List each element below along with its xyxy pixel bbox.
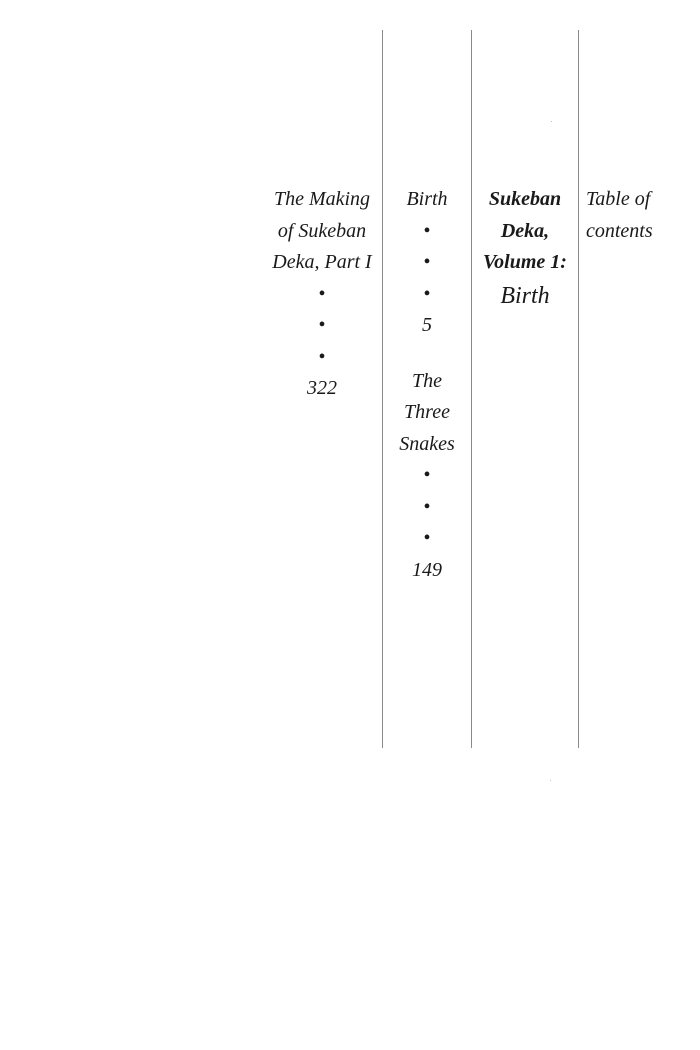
scan-speck [551,121,552,122]
chapter-1-leader-dot-1: • [423,219,431,242]
chapter-list [384,184,470,586]
book-title-line-1: Sukeban [488,188,562,210]
afterword-page-number: 322 [307,377,337,399]
chapter-2-page-number: 149 [412,558,442,581]
afterword-title-line-3: Deka, Part I [272,251,372,273]
column-rule-left [382,30,383,748]
chapter-1-leader-dot-3: • [423,282,431,305]
chapter-2-leader-dot-2: • [423,495,431,518]
chapter-2-title-line-2: Three [404,401,450,423]
chapter-1-title: Birth [406,188,448,210]
toc-heading [580,184,676,247]
chapter-1-leader-dot-2: • [423,251,431,273]
afterword-leader-dot-3: • [318,345,326,368]
chapter-1-page-number: 5 [422,314,432,336]
afterword-title-line-1: The Making [273,188,371,210]
chapter-2-title-line-3: Snakes [399,432,455,455]
column-rule-right [578,30,579,748]
column-rule-middle [471,30,472,748]
book-title [473,184,577,314]
book-title-line-3: Volume 1: [483,251,567,273]
toc-heading-line-1: Table of [586,188,651,210]
chapter-2-leader-dot-3: • [423,527,431,549]
chapter-2-title-line-1: The [412,369,442,392]
afterword-leader-dot-1: • [318,282,326,305]
afterword-entry [262,184,382,405]
book-title-line-4: Birth [500,282,550,309]
chapter-2-leader-dot-1: • [423,464,431,486]
toc-heading-line-2: contents [586,219,653,242]
book-title-line-2: Deka, [500,219,550,242]
scan-speck [550,780,551,781]
afterword-leader-dot-2: • [318,314,326,336]
afterword-title-line-2: of Sukeban [277,219,367,242]
